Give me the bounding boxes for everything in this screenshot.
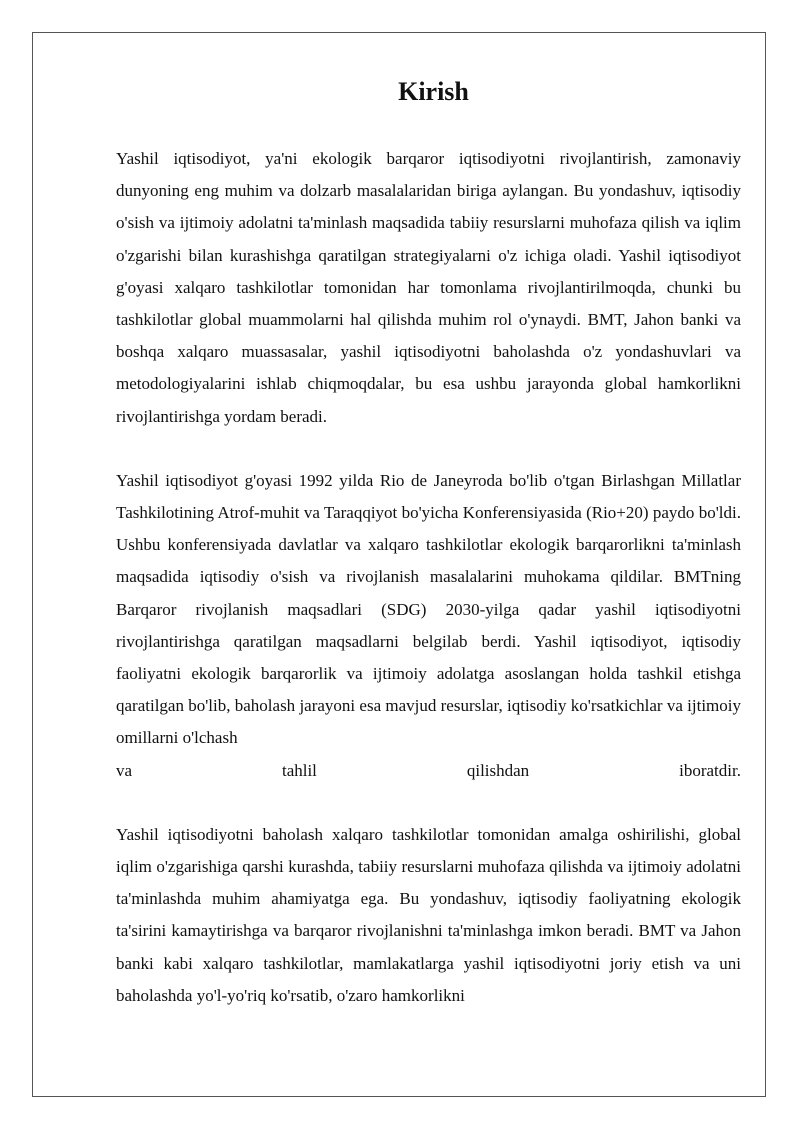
- paragraph-2-last-line: [116, 755, 741, 787]
- paragraph-3: Yashil iqtisodiyotni baholash xalqaro tashkilotlar tomonidan amalga oshirilishi, global iqlim o'zgarishiga qarshi kurashda, tabiiy resurslarni muhofaza qilishda va ijtimoiy adolatni ta'minlashda muhim ahamiyatga ega. Bu yondashuv, iqtisodiy faoliyatning ekologik ta'sirini kamaytirishga va barqaror rivojlanishni ta'minlashga imkon beradi. BMT va Jahon banki kabi xalqaro tashkilotlar, mamlakatlarga yashil iqtisodiyotni joriy etish va uni baholashda yo'l-yo'riq ko'rsatib, o'zaro hamkorlikni: [116, 824, 741, 1005]
- word: iboratdir.: [679, 760, 741, 780]
- paragraph-1: Yashil iqtisodiyot, ya'ni ekologik barqaror iqtisodiyotni rivojlantirish, zamonaviy dunyoning eng muhim va dolzarb masalalaridan biriga aylangan. Bu yondashuv, iqtisodiy o'sish va ijtimoiy adolatni ta'minlash maqsadida tabiiy resurslarni muhofaza qilish va iqlim o'zgarishi bilan kurashishga qaratilgan strategiyalarni o'z ichiga oladi. Yashil iqtisodiyot g'oyasi xalqaro tashkilotlar tomonidan har tomonlama rivojlantirilmoqda, chunki bu tashkilotlar global muammolarni hal qilishda muhim rol o'ynaydi. BMT, Jahon banki va boshqa xalqaro muassasalar, yashil iqtisodiyotni baholashda o'z yondashuvlari va metodologiyalarini ishlab chiqmoqdalar, bu esa ushbu jarayonda global hamkorlikni rivojlantirishga yordam beradi.: [116, 149, 741, 426]
- word: tahlil: [281, 760, 317, 780]
- word: va: [116, 760, 133, 780]
- document-body: [116, 70, 741, 1012]
- paragraph-2: Yashil iqtisodiyot g'oyasi 1992 yilda Rio de Janeyroda bo'lib o'tgan Birlashgan Millatlar Tashkilotining Atrof-muhit va Taraqqiyot bo'yicha Konferensiyasida (Rio+20) paydo bo'ldi. Ushbu konferensiyada davlatlar va xalqaro tashkilotlar ekologik barqarorlikni ta'minlash maqsadida iqtisodiy o'sish va rivojlanish masalalarini muhokama qildilar. BMTning Barqaror rivojlanish maqsadlari (SDG) 2030-yilga qadar yashil iqtisodiyotni rivojlantirishga qaratilgan maqsadlarni belgilab berdi. Yashil iqtisodiyot, iqtisodiy faoliyatni ekologik barqarorlik va ijtimoiy adolatga asoslangan holda tashkil etishga qaratilgan bo'lib, baholash jarayoni esa mavjud resurslar, iqtisodiy ko'rsatkichlar va ijtimoiy omillarni o'lchash: [116, 470, 741, 748]
- page-title: Kirish: [398, 77, 469, 106]
- word: qilishdan: [466, 760, 530, 780]
